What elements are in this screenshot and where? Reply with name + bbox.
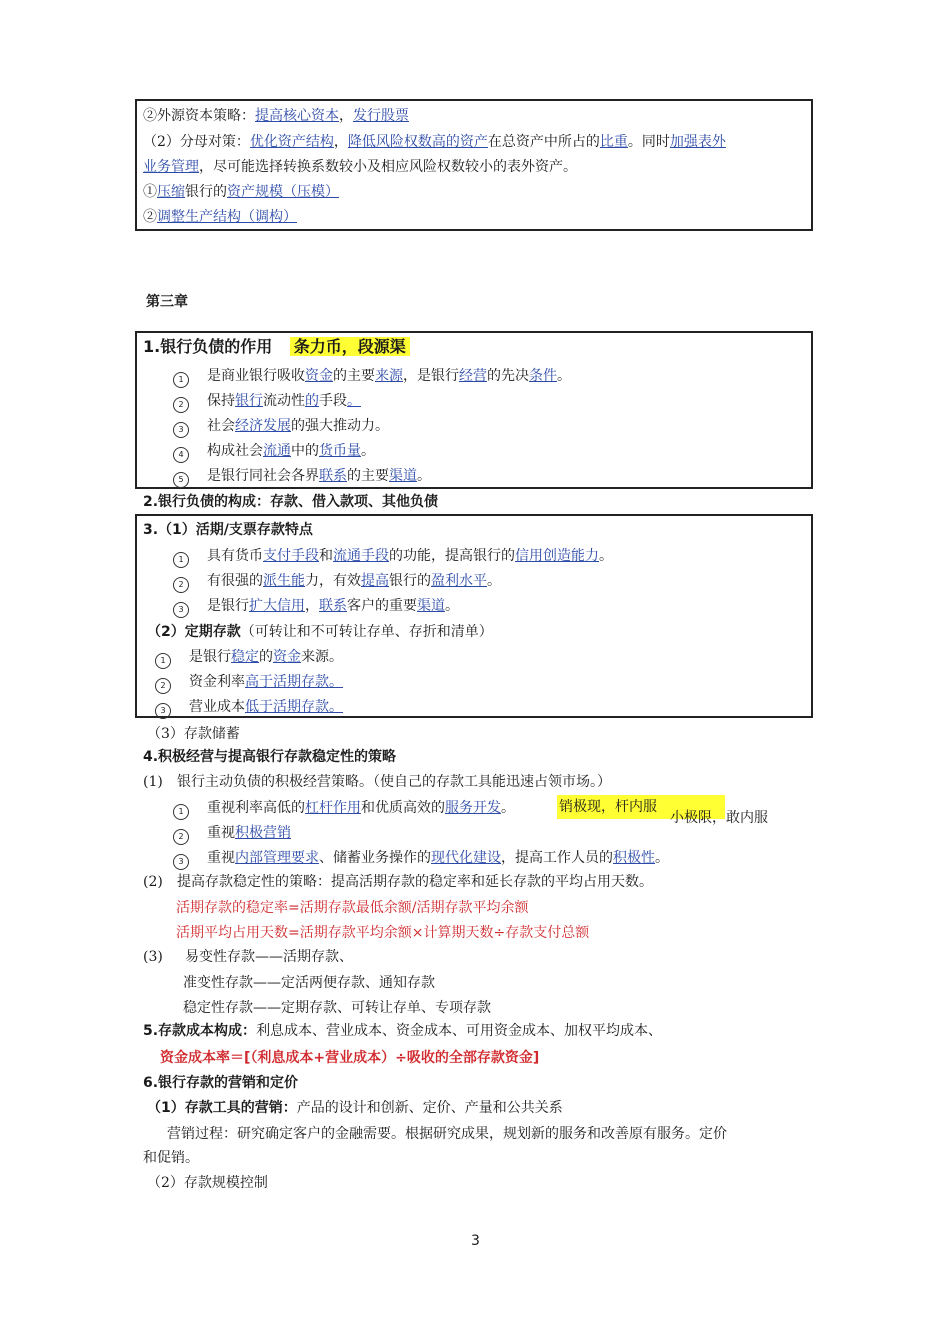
- underlined-term: 现代化建设: [431, 850, 501, 866]
- list-item: [155, 647, 343, 669]
- underlined-term: 货币量: [319, 443, 361, 459]
- item-text: 的主要: [347, 468, 389, 484]
- item-text: 流动性: [263, 393, 305, 409]
- section3-title: 3.（1）活期/支票存款特点: [143, 522, 313, 538]
- item-text: 。: [501, 800, 515, 816]
- list-item: [155, 697, 343, 719]
- list-item: [173, 391, 361, 413]
- circled-number-icon: 1: [155, 653, 171, 669]
- underlined-term: 稳定: [231, 649, 259, 665]
- circled-number-icon: 1: [173, 552, 189, 568]
- circled-number-icon: 5: [173, 472, 189, 488]
- underlined-term: 的: [305, 393, 319, 409]
- list-item: [173, 571, 501, 593]
- item-text: 。: [417, 468, 431, 484]
- underlined-term: 流通: [263, 443, 291, 459]
- item-text: 、储蓄业务操作的: [319, 850, 431, 866]
- section2-title: 2.银行负债的构成：存款、借入款项、其他负债: [143, 494, 439, 510]
- circled-number-icon: 1: [173, 804, 189, 820]
- circled-number-icon: 3: [173, 422, 189, 438]
- section1-title: 1.银行负债的作用 条力币，段源渠: [143, 336, 410, 358]
- link-term: 发行股票: [353, 108, 409, 124]
- section5-line: 5.存款成本构成：利息成本、营业成本、资金成本、可用资金成本、加权平均成本、: [143, 1023, 663, 1039]
- item-text: 是商业银行吸收: [207, 368, 305, 384]
- item-text: 。: [557, 368, 571, 384]
- item-text: 。: [599, 548, 613, 564]
- item-text: 营业成本: [189, 699, 245, 715]
- underlined-term: 信用创造能力: [515, 548, 599, 564]
- box1-line2: （2）分母对策：优化资产结构，降低风险权数高的资产在总资产中所占的比重。同时加强表外: [143, 134, 726, 150]
- item-text: 的主要: [333, 368, 375, 384]
- item-text: 手段: [319, 393, 347, 409]
- section3-subtitle3: （3）存款储蓄: [147, 726, 240, 742]
- section4-p3c: 稳定性存款——定期存款、可转让存单、专项存款: [183, 1000, 491, 1016]
- item-text: 构成社会: [207, 443, 263, 459]
- underlined-term: 积极性: [613, 850, 655, 866]
- item-text: 是银行同社会各界: [207, 468, 319, 484]
- section3-subtitle2: （2）定期存款（可转让和不可转让存单、存折和清单）: [147, 624, 493, 640]
- list-item: [173, 466, 431, 488]
- chapter-heading: 第三章: [146, 294, 188, 310]
- list-item: [155, 672, 343, 694]
- underlined-term: 盈利水平: [431, 573, 487, 589]
- item-text: 的先决: [487, 368, 529, 384]
- box1-line1: ②外源资本策略：提高核心资本，发行股票: [143, 108, 409, 124]
- section4-p2: (2) 提高存款稳定性的策略：提高活期存款的稳定率和延长存款的平均占用天数。: [143, 874, 653, 890]
- item-text: 。: [655, 850, 669, 866]
- item-text: 社会: [207, 418, 235, 434]
- item-text: 保持: [207, 393, 235, 409]
- underlined-term: 杠杆作用: [305, 800, 361, 816]
- link-term: 提高核心资本: [255, 108, 339, 124]
- list-item: [173, 798, 515, 820]
- underlined-term: 派生能: [263, 573, 305, 589]
- circled-number-icon: 3: [173, 854, 189, 870]
- item-text: 来源。: [301, 649, 343, 665]
- underlined-term: 内部管理要求: [235, 850, 319, 866]
- section6-p1: 营销过程：研究确定客户的金融需要。根据研究成果，规划新的服务和改善原有服务。定价: [167, 1126, 727, 1142]
- underlined-term: 银行: [235, 393, 263, 409]
- formula-cost-rate: 资金成本率＝[（利息成本+营业成本）÷吸收的全部存款资金]: [160, 1050, 540, 1066]
- underlined-term: 联系: [319, 468, 347, 484]
- item-text: 力，有效: [305, 573, 361, 589]
- underlined-term: 。: [347, 393, 361, 409]
- item-text: 是银行: [207, 598, 249, 614]
- underlined-term: 联系: [319, 598, 347, 614]
- list-item: [173, 823, 291, 845]
- formula-avg-days: 活期平均占用天数=活期存款平均余额×计算期天数÷存款支付总额: [176, 925, 590, 941]
- item-text: 有很强的: [207, 573, 263, 589]
- item-text: 银行的: [389, 573, 431, 589]
- item-text: 和: [319, 548, 333, 564]
- item-text: 的功能，提高银行的: [389, 548, 515, 564]
- underlined-term: 低于活期存款。: [245, 699, 343, 715]
- section6-t1: （1）存款工具的营销：产品的设计和创新、定价、产量和公共关系: [147, 1100, 563, 1116]
- item-text: 具有货币: [207, 548, 263, 564]
- item-text: 。: [361, 443, 375, 459]
- list-item: [173, 848, 669, 870]
- item-text: 的: [259, 649, 273, 665]
- circled-number-icon: 3: [155, 703, 171, 719]
- item-text: 的强大推动力。: [291, 418, 389, 434]
- list-item: [173, 441, 375, 463]
- circled-number-icon: 4: [173, 447, 189, 463]
- list-item: [173, 416, 389, 438]
- underlined-term: 条件: [529, 368, 557, 384]
- item-text: 和优质高效的: [361, 800, 445, 816]
- circled-number-icon: 2: [173, 829, 189, 845]
- page-number: 3: [471, 1233, 480, 1249]
- underlined-term: 经营: [459, 368, 487, 384]
- mnemonic-highlight-2: 销极现，杆内服: [557, 795, 725, 819]
- underlined-term: 提高: [361, 573, 389, 589]
- item-text: 重视: [207, 825, 235, 841]
- box1-line5: ②调整生产结构（调构）: [143, 209, 297, 225]
- circled-number-icon: 2: [173, 397, 189, 413]
- item-text: 。: [487, 573, 501, 589]
- section4-title: 4.积极经营与提高银行存款稳定性的策略: [143, 749, 397, 765]
- box1-line4: ①压缩银行的资产规模（压模）: [143, 184, 339, 200]
- circled-number-icon: 2: [155, 678, 171, 694]
- underlined-term: 经济发展: [235, 418, 291, 434]
- underlined-term: 积极营销: [235, 825, 291, 841]
- item-text: ，提高工作人员的: [501, 850, 613, 866]
- formula-stability-rate: 活期存款的稳定率=活期存款最低余额/活期存款平均余额: [176, 900, 529, 916]
- list-item: [173, 596, 459, 618]
- item-text: ，是银行: [403, 368, 459, 384]
- item-text: 重视: [207, 850, 235, 866]
- underlined-term: 渠道: [417, 598, 445, 614]
- section4-p3b: 准变性存款——定活两便存款、通知存款: [183, 975, 435, 991]
- underlined-term: 流通手段: [333, 548, 389, 564]
- list-item: [173, 366, 571, 388]
- section4-p3: (3) 易变性存款——活期存款、: [143, 949, 353, 965]
- item-text: 重视利率高低的: [207, 800, 305, 816]
- circled-number-icon: 1: [173, 372, 189, 388]
- box1-line3: 业务管理，尽可能选择转换系数较小及相应风险权数较小的表外资产。: [143, 159, 577, 175]
- item-text: 资金利率: [189, 674, 245, 690]
- section6-t2: （2）存款规模控制: [147, 1175, 268, 1191]
- underlined-term: 高于活期存款。: [245, 674, 343, 690]
- underlined-term: 资金: [273, 649, 301, 665]
- underlined-term: 渠道: [389, 468, 417, 484]
- item-text: 中的: [291, 443, 319, 459]
- mnemonic-note: 小极限，敢内服: [670, 810, 768, 826]
- underlined-term: 资金: [305, 368, 333, 384]
- item-text: 客户的重要: [347, 598, 417, 614]
- item-text: 。: [445, 598, 459, 614]
- circled-number-icon: 2: [173, 577, 189, 593]
- underlined-term: 扩大信用: [249, 598, 305, 614]
- section6-title: 6.银行存款的营销和定价: [143, 1075, 299, 1091]
- underlined-term: 来源: [375, 368, 403, 384]
- section4-p1: (1) 银行主动负债的积极经营策略。（使自己的存款工具能迅速占领市场。）: [143, 774, 611, 790]
- underlined-term: 服务开发: [445, 800, 501, 816]
- section6-p1b: 和促销。: [143, 1150, 199, 1166]
- item-text: 是银行: [189, 649, 231, 665]
- underlined-term: 支付手段: [263, 548, 319, 564]
- list-item: [173, 546, 613, 568]
- item-text: ，: [305, 598, 319, 614]
- circled-number-icon: 3: [173, 602, 189, 618]
- mnemonic-highlight: 条力币，段源渠: [290, 337, 410, 356]
